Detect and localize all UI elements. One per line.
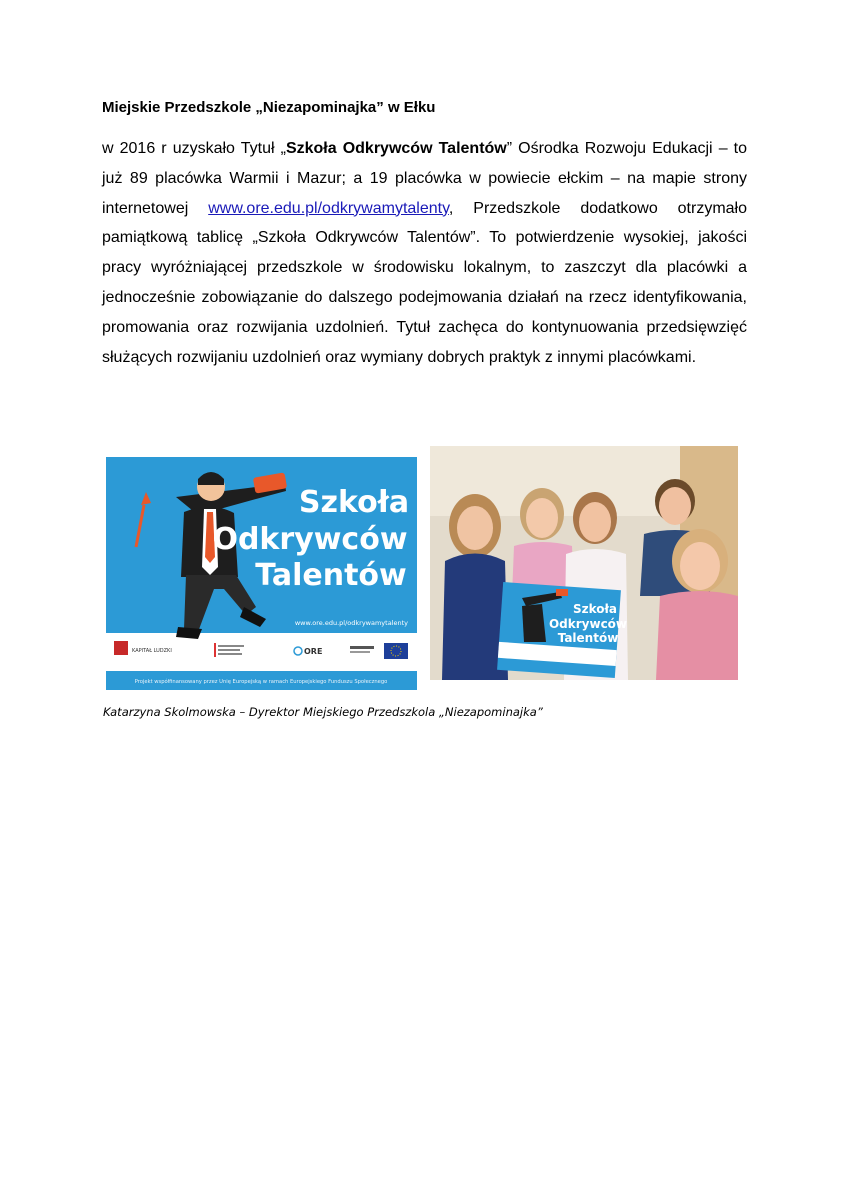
kapital-ludzki-logo: KAPITAŁ LUDZKI: [132, 648, 172, 654]
poster-image: [106, 457, 417, 690]
ore-link[interactable]: www.ore.edu.pl/odkrywamytalenty: [208, 199, 449, 217]
eu-flag-icon: [384, 643, 408, 659]
held-poster-line1: Szkoła: [572, 602, 618, 616]
children-photo: [430, 446, 738, 680]
poster-url: www.ore.edu.pl/odkrywamytalenty: [294, 619, 408, 627]
poster-title-line2: Odkrywców: [212, 522, 408, 557]
poster-footer: Projekt współfinansowany przez Unię Europejską w ramach Europejskiego Funduszu Społecznego: [134, 679, 388, 685]
bold-title: Szkoła Odkrywców Talentów: [285, 140, 507, 157]
photo-caption: Katarzyna Skolmowska – Dyrektor Miejskiego Przedszkola „Niezapominajka”: [103, 705, 543, 719]
held-poster: [497, 582, 627, 678]
held-poster-line3: Talentów: [557, 631, 619, 645]
poster-photo: [106, 457, 417, 690]
poster-title-line1: Szkoła: [298, 485, 410, 520]
children-image: [430, 446, 738, 680]
body-text-part3: , Przedszkole dodatkowo otrzymało pamiątkową tablicę „Szkoła Odkrywców Talentów”. To potwierdzenie wysokiej, jakości pracy wyróżniającej przedszkole w środowisku lokalnym, to zaszczyt dla placówki a jednocześnie zobowiązanie do dalszego podejmowania działań na rzecz identyfikowania, promowania oraz rozwijania uzdolnień. Tytuł zachęca do kontynuowania przedsięwzięć służących rozwijaniu uzdolnień oraz wymiany dobrych praktyk z innymi placówkami.: [102, 199, 748, 366]
ore-logo: ORE: [304, 647, 323, 656]
body-text-part2: ” Ośrodka Rozwoju Edukacji – to już 89 placówka Warmii i Mazur; a 19 placówka w powiecie ełckim – na mapie strony internetowej: [102, 140, 748, 217]
body-text-intro: w 2016 r uzyskało Tytuł „: [102, 140, 286, 157]
held-poster-line2: Odkrywców: [548, 617, 628, 631]
page-title: Miejskie Przedszkole „Niezapominajka” w Ełku: [102, 99, 436, 116]
body-paragraph: [102, 134, 747, 372]
poster-title-line3: Talentów: [255, 558, 407, 593]
